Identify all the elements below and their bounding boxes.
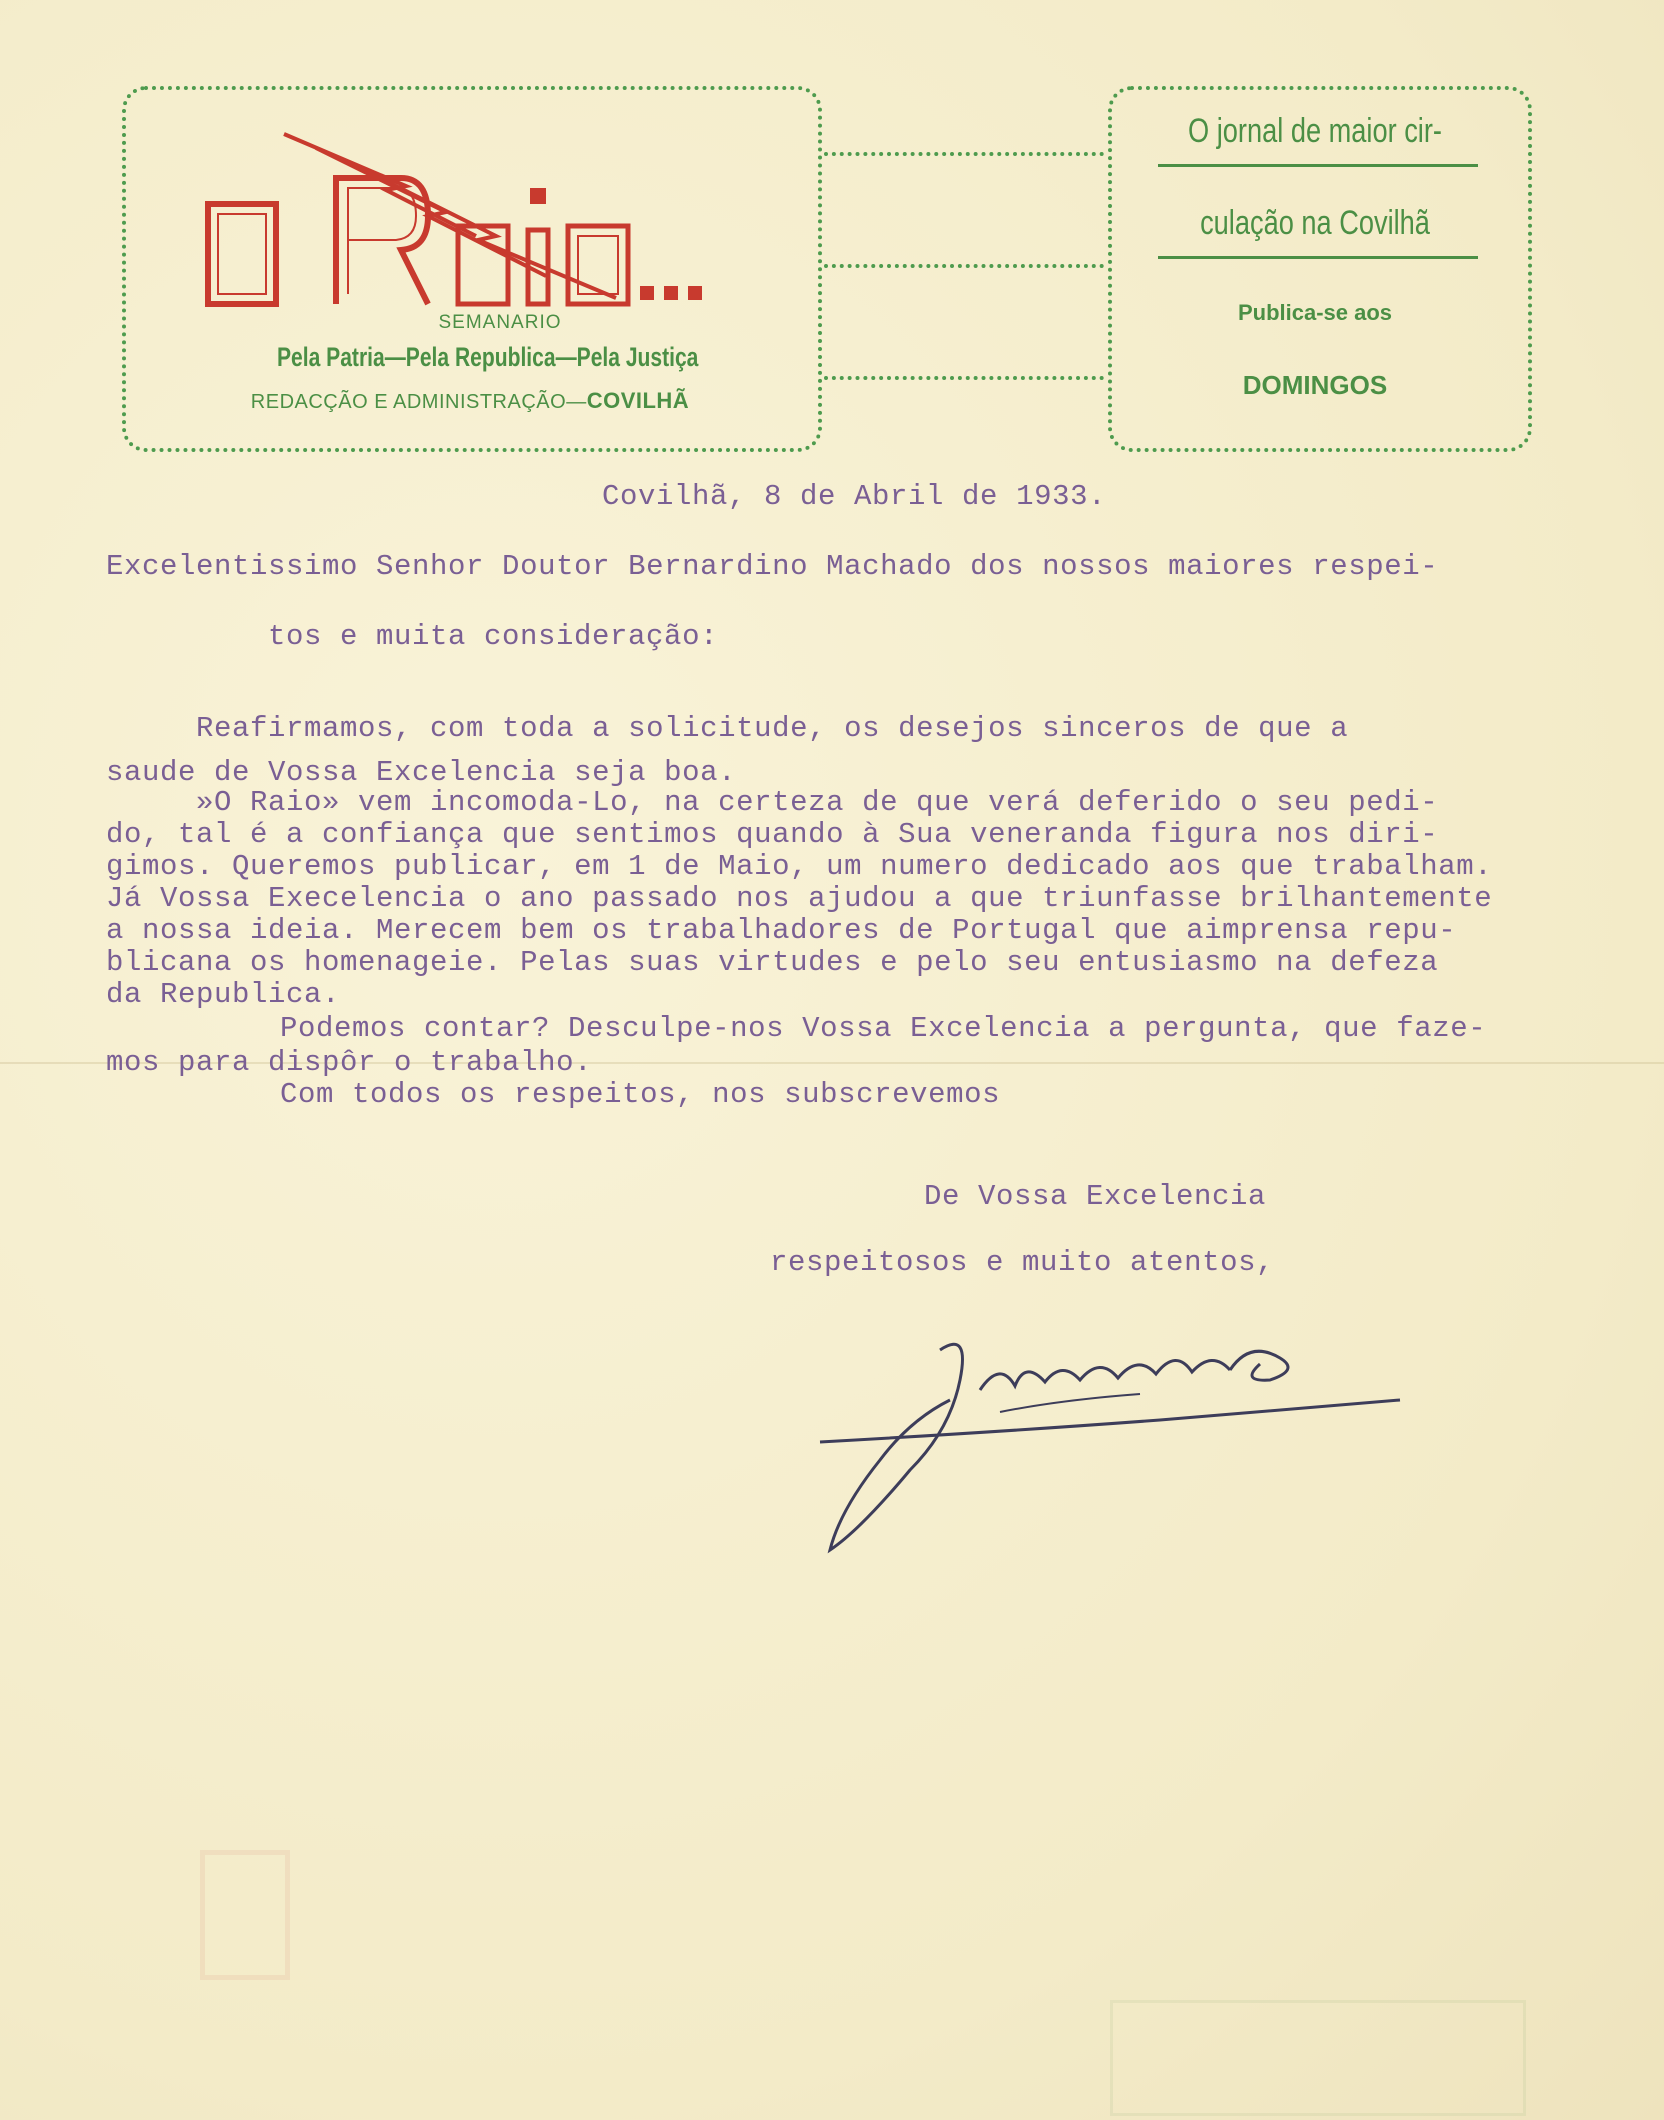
semanario-label: SEMANARIO [438,312,562,333]
closing-line2: respeitosos e muito atentos, [770,1246,1275,1279]
domingos-label: DOMINGOS [1242,370,1388,400]
show-through-box [1110,2000,1526,2116]
salutation-line1: Excelentissimo Senhor Doutor Bernardino Machado dos nossos maiores respei- [106,550,1439,583]
handwritten-signature [800,1320,1420,1580]
closing-line1: De Vossa Excelencia [924,1180,1267,1213]
letter-date: Covilhã, 8 de Abril de 1933. [602,480,1107,513]
body-line: Com todos os respeitos, nos subscrevemos [190,1078,1001,1111]
body-line: saude de Vossa Excelencia seja boa. [106,756,737,789]
connector-line-bottom [824,376,1104,380]
letterhead-motto: Pela Patria—Pela Republica—Pela Justiça [277,342,699,372]
city-label: COVILHÃ [586,388,690,413]
salutation-line2: tos e muita consideração: [268,620,719,653]
body-line: gimos. Queremos publicar, em 1 de Maio, um numero dedicado aos que trabalham. [106,850,1493,883]
right-box-rule2 [1158,256,1478,259]
body-line: Podemos contar? Desculpe-nos Vossa Excelencia a pergunta, que faze- [190,1012,1487,1045]
publica-label: Publica-se aos [1237,300,1393,325]
o-raio-logo [196,126,776,316]
body-line: mos para dispôr o trabalho. [106,1046,593,1079]
connector-line-middle [824,264,1104,268]
body-line: »O Raio» vem incomoda-Lo, na certeza de que verá deferido o seu pedi- [106,786,1439,819]
body-line: a nossa ideia. Merecem bem os trabalhadores de Portugal que aimprensa repu- [106,914,1457,947]
right-box-line2: culação na Covilhã [1200,204,1430,242]
right-box-rule1 [1158,164,1478,167]
show-through-mark [200,1850,290,1980]
body-line: Reafirmamos, com toda a solicitude, os desejos sinceros de que a [106,712,1349,745]
redaccao-label: REDACÇÃO E ADMINISTRAÇÃO [250,391,567,413]
body-line: blicana os homenageie. Pelas suas virtudes e pelo seu entusiasmo na defeza [106,946,1439,979]
body-line: da Republica. [106,978,341,1011]
body-line: Já Vossa Execelencia o ano passado nos ajudou a que triunfasse brilhantemente [106,882,1493,915]
letterhead-redaccao: REDACÇÃO E ADMINISTRAÇÃO—COVILHÃ [250,388,690,413]
connector-line-top [824,152,1104,156]
body-line: do, tal é a confiança que sentimos quando à Sua veneranda figura nos diri- [106,818,1439,851]
right-box-line1: O jornal de maior cir- [1188,112,1442,150]
